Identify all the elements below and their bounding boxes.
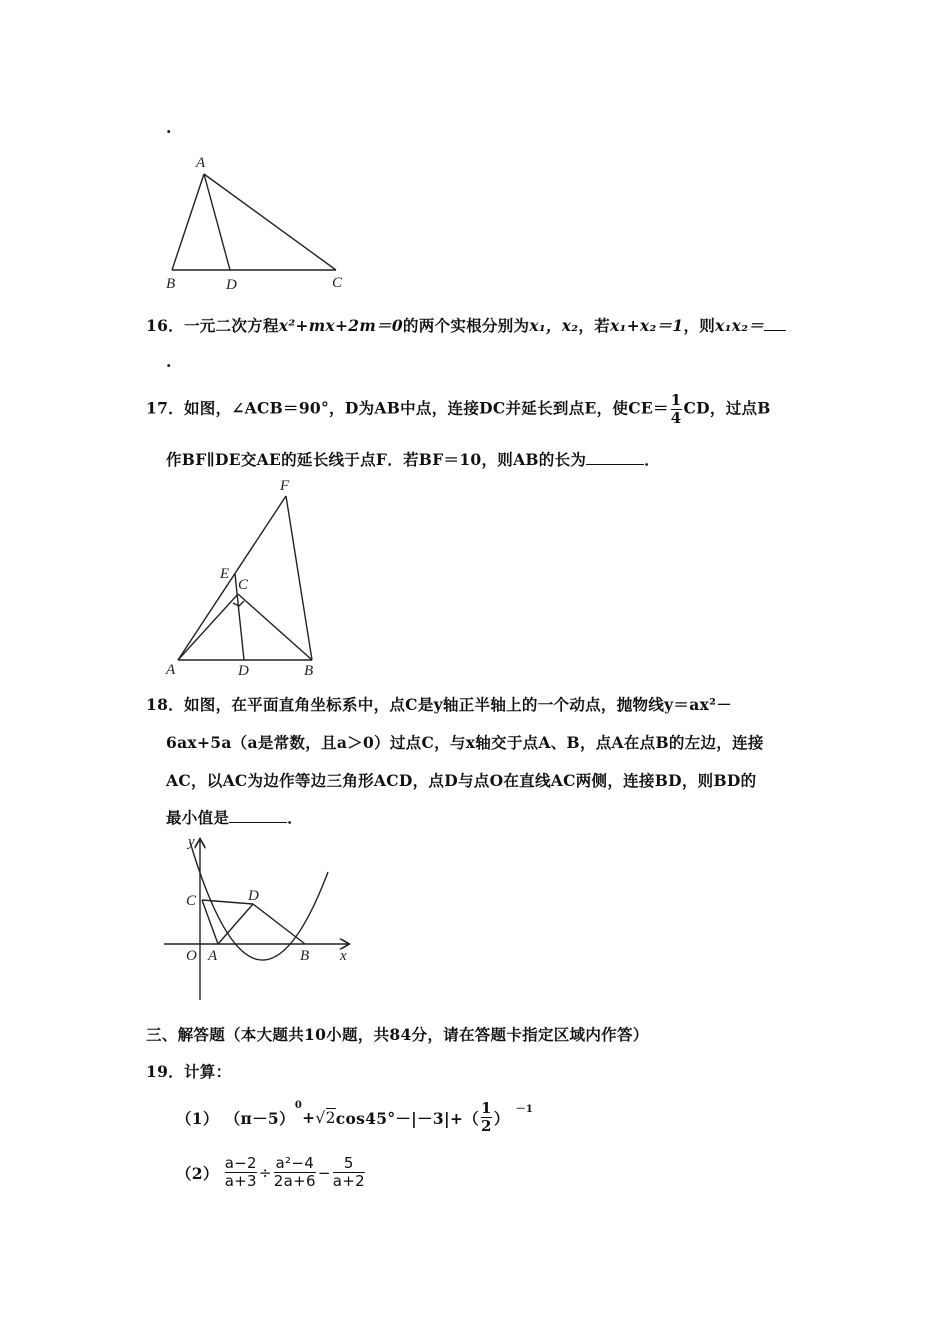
q18-line4-end: ． (287, 808, 304, 827)
q16-number: 16． (146, 316, 184, 335)
q16-roots: x₁，x₂ (529, 316, 579, 335)
q16-line1 (146, 314, 786, 336)
q16-target: x₁x₂＝ (715, 316, 765, 335)
q16-answer-blank[interactable] (764, 315, 786, 332)
q17-answer-blank[interactable] (586, 449, 644, 466)
q18-line1-text: 如图，在平面直角坐标系中，点C是y轴正半轴上的一个动点，抛物线y＝ax²－ (183, 695, 733, 714)
q16-ask: ，则 (683, 316, 716, 335)
q15-label-b: B (166, 276, 176, 292)
q19-p2-frac3 (333, 1155, 365, 1190)
q19-p1-sup0: 0 (294, 1100, 303, 1111)
q19-f1-den: a+3 (224, 1172, 257, 1190)
q19-p1-frac-den: 2 (481, 1117, 492, 1135)
q19-f3-den: a+2 (332, 1172, 365, 1190)
q19-f1-num: a−2 (224, 1154, 257, 1172)
q19-label: 计算： (183, 1062, 232, 1081)
section3-title: 三、解答题（本大题共10小题，共84分，请在答题卡指定区域内作答） (146, 1025, 649, 1044)
q17-label-b: B (304, 663, 314, 679)
q18-label-o: O (186, 948, 197, 964)
q18-line1 (146, 693, 732, 715)
q19-f2-den: 2a+6 (273, 1172, 316, 1190)
q18-edge-ca (202, 900, 218, 944)
q15-trailing-dot: . (166, 118, 172, 137)
q15-label-a: A (196, 155, 206, 171)
q15-figure (160, 152, 360, 297)
q15-edge-ac (204, 174, 336, 270)
q17-edge-af (178, 496, 286, 660)
q18-edge-cd (202, 900, 253, 904)
q17-label-e: E (220, 566, 230, 582)
q19-number: 19． (146, 1062, 184, 1081)
q18-number: 18． (146, 695, 184, 714)
q17-line1 (146, 392, 771, 427)
q18-edge-db (253, 904, 305, 944)
q19-p1-number: （1） (176, 1108, 219, 1128)
q18-edge-da (218, 904, 253, 944)
q15-edge-ad (204, 174, 230, 270)
q19-p1-sqrt: 2 (325, 1109, 336, 1127)
q18-figure (160, 832, 360, 1004)
q17-line1-pre: 如图，∠ACB＝90°，D为AB中点，连接DC并延长到点E，使CE＝ (183, 398, 669, 418)
q15-label-d: D (226, 277, 237, 293)
q19-p1-c: cos45°－|－3|+（ (335, 1108, 480, 1128)
q18-label-c: C (186, 893, 197, 909)
q16-end: . (166, 352, 172, 371)
q17-line2-end: ． (644, 450, 661, 469)
q18-label-a: A (208, 948, 218, 964)
q19-p2-minus: − (317, 1163, 331, 1182)
q19-part1 (176, 1100, 533, 1135)
q17-frac-num: 1 (670, 391, 682, 409)
sqrt-icon: √ (315, 1108, 326, 1127)
q19-p2-frac2 (274, 1155, 316, 1190)
q19-p1-fraction (481, 1100, 492, 1135)
q17-edge-fb (286, 496, 312, 660)
q18-line4 (166, 806, 303, 828)
q18-label-y: y (188, 834, 195, 850)
q17-edge-ac (178, 594, 238, 660)
q17-frac-den: 4 (670, 409, 682, 427)
q18-label-b: B (300, 948, 310, 964)
q17-line1-post: CD，过点B (683, 398, 771, 418)
q16-cond-pre: ，若 (578, 316, 610, 335)
q19-p2-div: ÷ (258, 1163, 272, 1182)
q18-line4-text: 最小值是 (166, 808, 230, 827)
q17-label-f: F (280, 478, 290, 494)
q18-line3: AC，以AC为边作等边三角形ACD，点D与点O在直线AC两侧，连接BD，则BD的 (166, 771, 757, 790)
q17-line2-text: 作BF∥DE交AE的延长线于点F．若BF＝10，则AB的长为 (166, 450, 587, 469)
q19-part2 (176, 1155, 367, 1190)
q19-p1-frac-num: 1 (481, 1099, 492, 1117)
q17-label-c: C (238, 577, 249, 593)
q16-equation: x²+mx+2m＝0 (278, 316, 403, 335)
q17-fraction (671, 392, 682, 427)
q17-label-a: A (166, 662, 176, 678)
q16-condition: x₁+x₂＝1 (610, 316, 684, 335)
q17-label-d: D (238, 663, 249, 679)
q15-label-c: C (332, 275, 343, 291)
q17-line2 (166, 448, 660, 470)
q18-answer-blank[interactable] (229, 807, 287, 824)
q19-p1-b: + (302, 1108, 316, 1127)
q17-figure (160, 472, 340, 682)
q19-p1-a: （π－5） (224, 1108, 295, 1128)
q16-text-pre: 一元二次方程 (183, 316, 279, 335)
q17-edge-cb (238, 594, 312, 660)
q18-line2: 6ax+5a（a是常数，且a＞0）过点C，与x轴交于点A、B，点A在点B的左边，连接 (166, 733, 764, 752)
q19-f2-num: a²−4 (275, 1154, 315, 1172)
q15-edge-ab (172, 174, 204, 270)
q19-heading (146, 1060, 231, 1082)
q18-label-d: D (248, 888, 259, 904)
q19-p2-frac1 (225, 1155, 257, 1190)
q19-p1-d: ） (493, 1108, 510, 1128)
q18-label-x: x (340, 948, 347, 964)
q16-text-mid: 的两个实根分别为 (402, 316, 530, 335)
q19-p1-sup: －1 (515, 1104, 534, 1115)
q17-number: 17． (146, 398, 184, 418)
q19-f3-num: 5 (333, 1155, 365, 1173)
q19-p2-number: （2） (176, 1163, 219, 1183)
